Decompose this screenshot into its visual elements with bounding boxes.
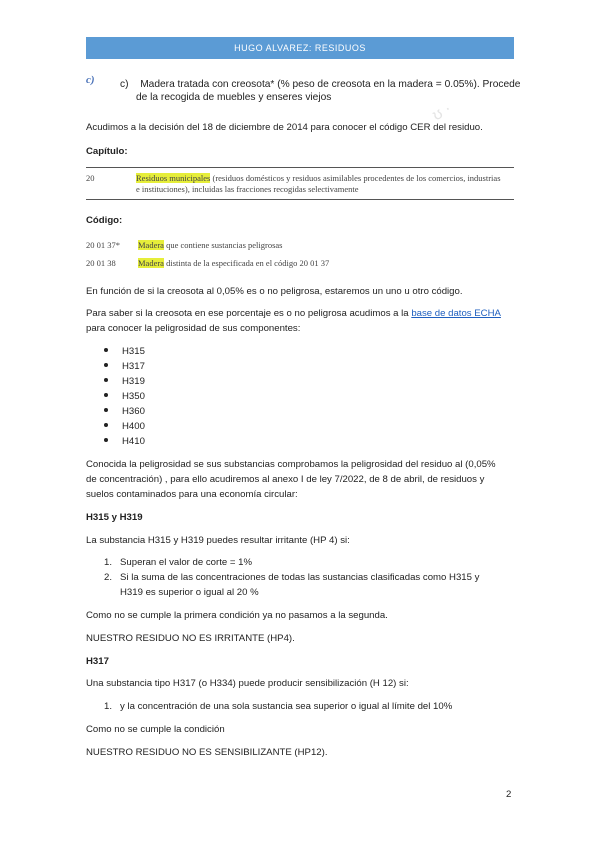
- hazard-code: H319: [122, 376, 145, 387]
- hazard-code: H400: [122, 421, 145, 432]
- chapter-desc-rest: (residuos domésticos y residuos asimilables procedentes de los comercios, industrias: [210, 173, 501, 183]
- item-text-continued: H319 es superior o igual al 20 %: [120, 587, 259, 598]
- hazard-code: H317: [122, 361, 145, 372]
- h317-intro: Una substancia tipo H317 (o H334) puede producir sensibilización (H 12) si:: [86, 678, 409, 689]
- figure-excerpt: [120, 79, 520, 91]
- known-paragraph-line-3: suelos contaminados para una economía circular:: [86, 489, 298, 500]
- bullet-icon: [104, 423, 108, 427]
- chapter-highlight: Residuos municipales: [136, 173, 211, 183]
- list-item: [104, 390, 145, 404]
- chapter-heading: Capítulo:: [86, 146, 128, 157]
- code-row: [86, 240, 282, 250]
- echa-paragraph-line-2: para conocer la peligrosidad de sus componentes:: [86, 323, 301, 334]
- list-item: [104, 375, 145, 389]
- intro-paragraph: Acudimos a la decisión del 18 de diciembre de 2014 para conocer el código CER del residuo.: [86, 122, 483, 133]
- list-item: [104, 420, 145, 434]
- echa-paragraph-line-1: [86, 307, 501, 321]
- chapter-desc-line-2: e instituciones), incluidas las fracciones recogidas selectivamente: [136, 184, 359, 194]
- bullet-icon: [104, 348, 108, 352]
- item-number: 1.: [104, 557, 113, 568]
- chapter-bottom-rule: [86, 199, 514, 200]
- hazard-code: H350: [122, 391, 145, 402]
- hazard-code: H360: [122, 406, 145, 417]
- section-label: c): [86, 74, 95, 86]
- code-desc: distinta de la especificada en el código 20 01 37: [163, 258, 330, 268]
- list-item: [104, 435, 145, 449]
- item-text: Superan el valor de corte = 1%: [120, 557, 252, 568]
- code-value: 20 01 37*: [86, 240, 120, 250]
- known-paragraph-line-2: de concentración) , para ello acudiremos al anexo I de ley 7/2022, de 8 de abril, de residuos y: [86, 474, 485, 485]
- figure-line-2: de la recogida de muebles y enseres viejos: [136, 92, 332, 103]
- bullet-icon: [104, 438, 108, 442]
- echa-text: Para saber si la creosota en ese porcentaje es o no peligrosa acudimos a la: [86, 308, 412, 319]
- code-highlight: Madera: [138, 240, 164, 250]
- page-number: 2: [506, 789, 512, 800]
- chapter-top-rule: [86, 167, 514, 168]
- figure-item-letter: c): [120, 79, 129, 90]
- h315-intro: La substancia H315 y H319 puedes resultar irritante (HP 4) si:: [86, 535, 350, 546]
- echa-link[interactable]: base de datos ECHA: [411, 308, 501, 319]
- bullet-icon: [104, 378, 108, 382]
- list-item: [104, 360, 145, 374]
- watermark-mark: ʊ ·: [429, 100, 455, 125]
- numbered-item: [104, 556, 252, 570]
- item-text: Si la suma de las concentraciones de todas las sustancias clasificadas como H315 y: [120, 572, 480, 583]
- header-title: HUGO ALVAREZ: RESIDUOS: [234, 43, 366, 53]
- h315-note: Como no se cumple la primera condición ya no pasamos a la segunda.: [86, 610, 388, 621]
- hazard-code: H315: [122, 346, 145, 357]
- h315-conclusion: NUESTRO RESIDUO NO ES IRRITANTE (HP4).: [86, 633, 295, 644]
- known-paragraph-line-1: Conocida la peligrosidad se sus substancias comprobamos la peligrosidad del residuo al (0,05%: [86, 459, 496, 470]
- function-paragraph: En función de si la creosota al 0,05% es o no peligrosa, estaremos un uno u otro código.: [86, 286, 463, 297]
- bullet-icon: [104, 393, 108, 397]
- bullet-icon: [104, 408, 108, 412]
- figure-line-1: Madera tratada con creosota* (% peso de creosota en la madera = 0.05%). Procede: [140, 79, 521, 90]
- list-item: [104, 345, 145, 359]
- item-number: 2.: [104, 572, 113, 583]
- code-heading: Código:: [86, 215, 123, 226]
- h317-heading: H317: [86, 656, 109, 667]
- code-desc: que contiene sustancias peligrosas: [163, 240, 283, 250]
- h315-heading: H315 y H319: [86, 512, 143, 523]
- numbered-item: [104, 571, 479, 585]
- code-row: [86, 258, 329, 268]
- chapter-desc-line-1: [136, 173, 501, 183]
- item-text: y la concentración de una sola sustancia sea superior o igual al límite del 10%: [120, 701, 453, 712]
- item-number: 1.: [104, 701, 113, 712]
- code-value: 20 01 38: [86, 258, 116, 268]
- page-header: [86, 37, 514, 59]
- h317-conclusion: NUESTRO RESIDUO NO ES SENSIBILIZANTE (HP12).: [86, 747, 328, 758]
- hazard-code: H410: [122, 436, 145, 447]
- list-item: [104, 405, 145, 419]
- code-highlight: Madera: [138, 258, 164, 268]
- h317-note: Como no se cumple la condición: [86, 724, 225, 735]
- chapter-code: 20: [86, 173, 95, 183]
- bullet-icon: [104, 363, 108, 367]
- numbered-item: [104, 700, 452, 714]
